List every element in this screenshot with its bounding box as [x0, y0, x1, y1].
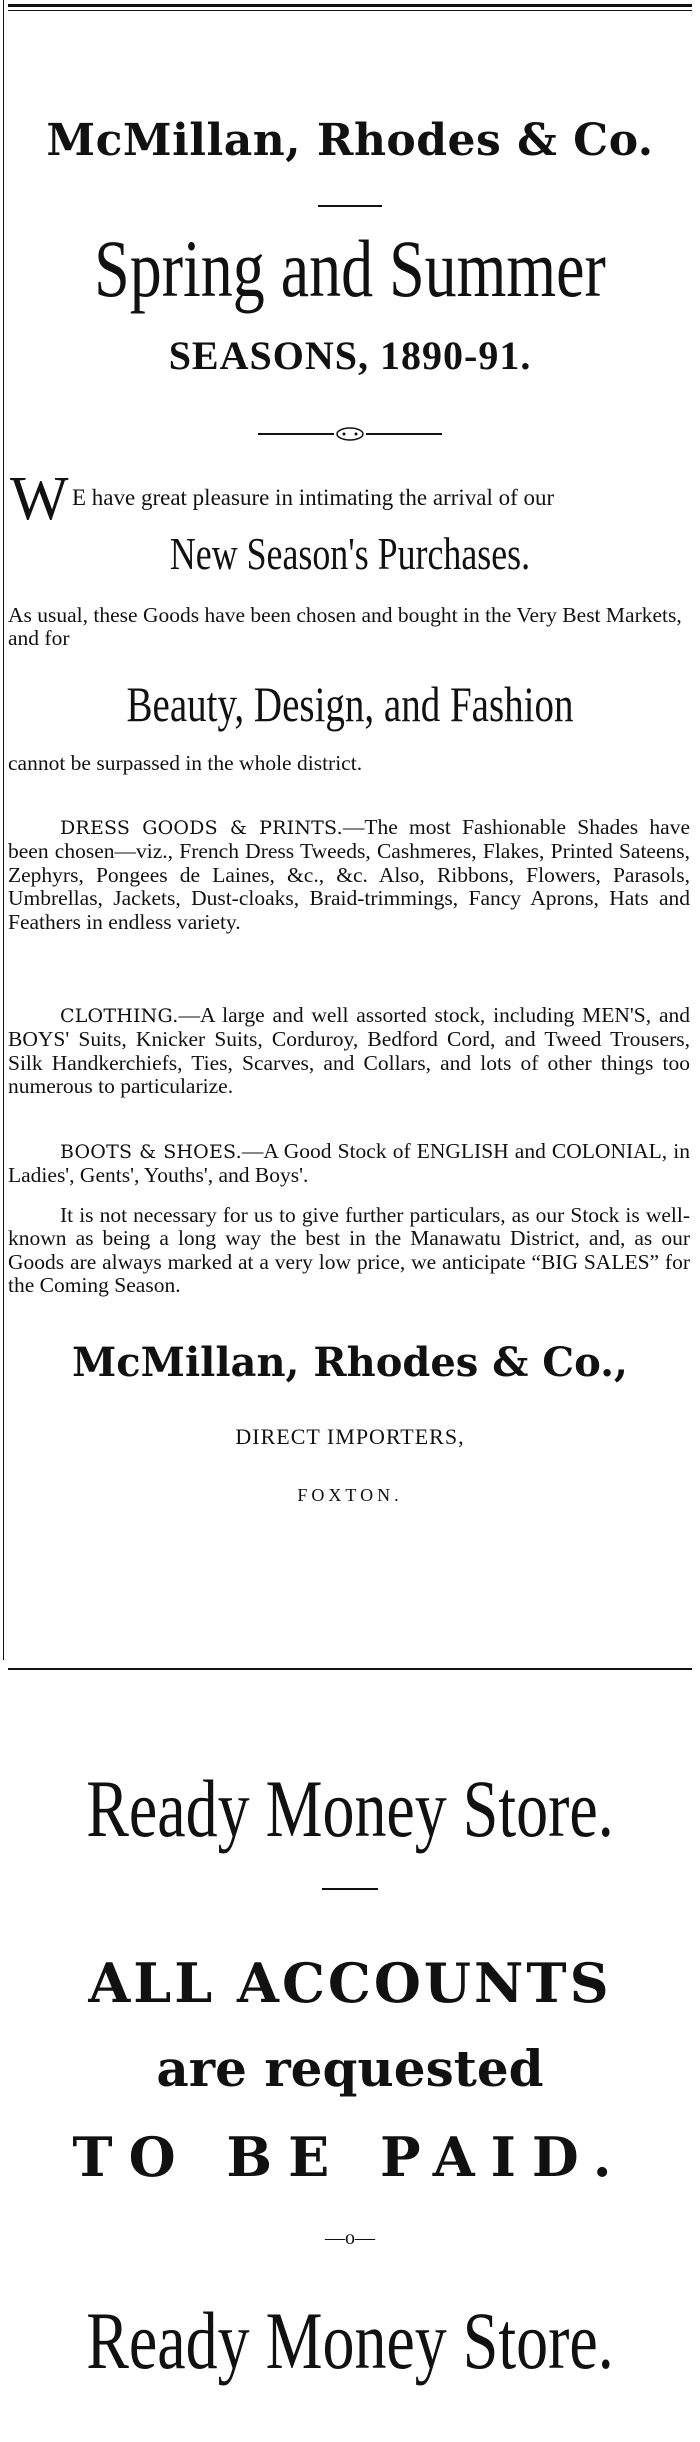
signature-location: FOXTON. [297, 1485, 403, 1505]
store-divider [322, 1888, 378, 1890]
headline-line2: SEASONS, 1890-91. [168, 333, 532, 378]
store-ornament: —o— [325, 2227, 375, 2249]
section-dress-goods [8, 816, 690, 934]
store-bottom-heading-wrapper [0, 2296, 700, 2386]
heading-divider [318, 205, 382, 207]
company-heading: McMillan, Rhodes & Co. [46, 115, 654, 166]
intro-text: E have great pleasure in intimating the arrival of our [72, 485, 555, 510]
headline-wrapper [0, 224, 700, 314]
section-dress-goods-text: —The most Fashionable Shades have been chosen—viz., French Dress Tweeds, Cashmeres, Flakes, Printed Sateens, Zephyrs, Pongees de Laines, &c., &c. Also, Ribbons, Flowers, Parasols, Umbrellas, Jackets, Dust-cloaks, Braid-trimmings, Fancy Aprons, Hats and Feathers in endless variety. [8, 815, 690, 934]
section-clothing [8, 1004, 690, 1099]
accounts-line1: ALL ACCOUNTS [88, 1951, 612, 2015]
usual-text: As usual, these Goods have been chosen and bought in the Very Best Markets, and for [8, 603, 682, 651]
top-border-rule [8, 4, 692, 7]
signature-title: DIRECT IMPORTERS, [235, 1424, 465, 1449]
accounts-line3: TO BE PAID. [72, 2125, 628, 2189]
accounts-line2: are requested [156, 2039, 544, 2098]
ornament-divider [258, 424, 442, 444]
section-clothing-text: —A large and well assorted stock, including MEN'S, and BOYS' Suits, Knicker Suits, Corduroy, Bedford Cord, and Tweed Trousers, Silk Handkerchiefs, Ties, Scarves, and Collars, and lots of other things too numerous to particularize. [8, 1003, 690, 1099]
purchases-heading: New Season's Purchases. [169, 528, 531, 579]
section-clothing-lead: CLOTHING. [60, 1005, 179, 1027]
ornament-divider-icon [258, 424, 442, 444]
surpassed-text: cannot be surpassed in the whole district. [8, 751, 363, 775]
headline-line1: Spring and Summer [94, 223, 606, 314]
section-dress-goods-lead: DRESS GOODS & PRINTS. [60, 817, 343, 839]
store-bottom-heading: Ready Money Store. [86, 2295, 614, 2386]
closing-text: It is not necessary for us to give further particulars, as our Stock is well-known as being a long way the best in the Manawatu District, and, as our Goods are always marked at a very low price, we anticipate “BIG SALES” for the Coming Season. [8, 1203, 690, 1298]
purchases-heading-wrapper [0, 528, 700, 580]
section-separator [8, 1668, 692, 1670]
section-boots-text: —A Good Stock of ENGLISH and COLONIAL, in Ladies', Gents', Youths', and Boys'. [8, 1139, 690, 1188]
store-top-heading-wrapper [0, 1764, 700, 1854]
section-boots-lead: BOOTS & SHOES. [60, 1141, 242, 1163]
beauty-heading-wrapper [0, 676, 700, 732]
top-border-rule-thin [8, 10, 692, 11]
store-top-heading: Ready Money Store. [86, 1763, 614, 1854]
dropcap-letter: W [10, 465, 69, 533]
signature-name: McMillan, Rhodes & Co., [72, 1339, 628, 1386]
section-boots [8, 1140, 690, 1188]
beauty-heading: Beauty, Design, and Fashion [126, 676, 574, 732]
